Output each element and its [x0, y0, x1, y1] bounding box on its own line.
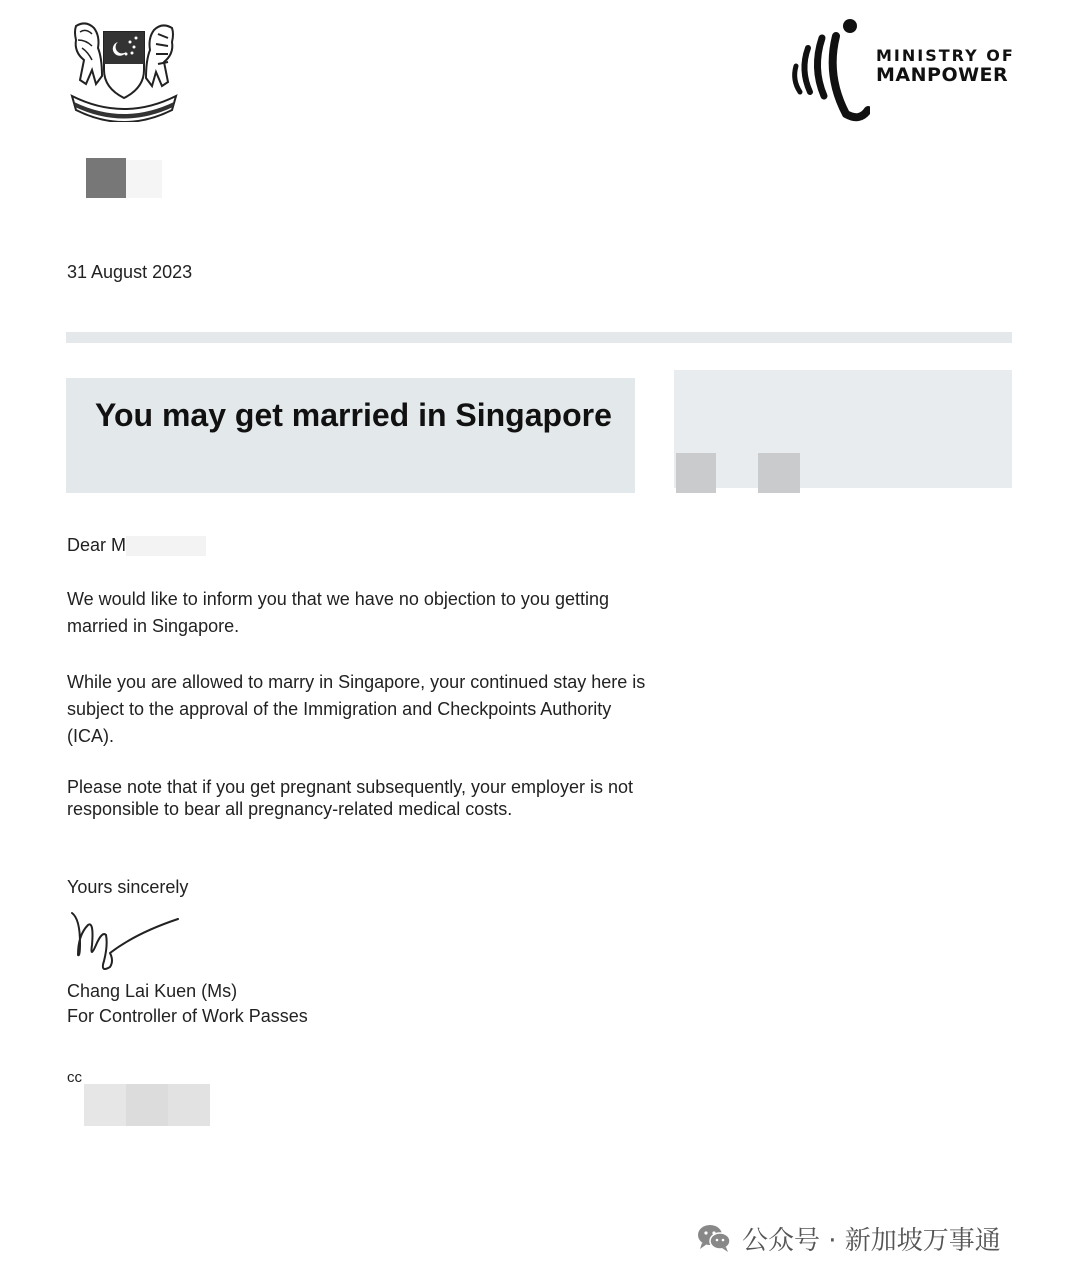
redacted-reference-block [758, 453, 800, 493]
closing: Yours sincerely [67, 877, 189, 897]
redacted-address-block [86, 158, 126, 198]
wechat-watermark [696, 1218, 1001, 1258]
watermark-text: 公众号 · 新加坡万事通 [742, 1225, 1001, 1256]
signature [66, 905, 186, 977]
header-divider [66, 332, 1012, 343]
manpower-label: MANPOWER [876, 64, 1009, 86]
body-paragraph: We would like to inform you that we have no objection to you getting married in Singapore. [67, 589, 609, 636]
redacted-cc-block [126, 1084, 168, 1126]
redacted-cc-block [84, 1084, 126, 1126]
ministry-of-manpower-logo [788, 18, 1018, 128]
signer-name: Chang Lai Kuen (Ms) [67, 981, 238, 1001]
redacted-address-fade [126, 160, 162, 198]
body-paragraph: While you are allowed to marry in Singapore, your continued stay here is subject to the approval of the Immigration and Checkpoints Authority (ICA). [67, 672, 646, 746]
salutation: Dear M [67, 532, 657, 559]
title-banner [66, 378, 635, 493]
cc-label: cc [67, 1069, 82, 1086]
wechat-icon [696, 1223, 732, 1253]
letter-title: You may get married in Singapore [95, 397, 612, 433]
signer-title: For Controller of Work Passes [67, 1006, 308, 1026]
redacted-reference-block [676, 453, 716, 493]
ministry-label: MINISTRY OF [876, 46, 1015, 65]
singapore-crest-logo [66, 18, 182, 122]
body-paragraph: Please note that if you get pregnant subsequently, your employer is not responsible to bear all pregnancy-related medical costs. [67, 777, 634, 819]
redacted-cc-block [168, 1084, 210, 1126]
redacted-name [126, 536, 206, 556]
redacted-reference-box [674, 370, 1012, 488]
manpower-figure-icon [788, 18, 870, 126]
letter-date: 31 August 2023 [67, 262, 193, 282]
